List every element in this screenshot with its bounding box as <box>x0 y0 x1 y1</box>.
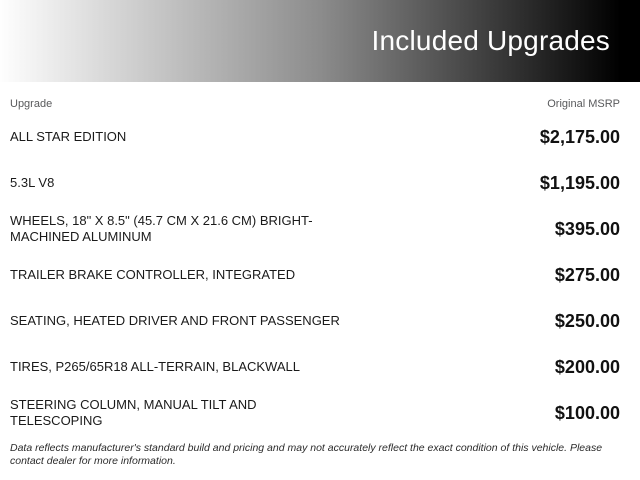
upgrade-label: TRAILER BRAKE CONTROLLER, INTEGRATED <box>10 267 296 282</box>
price-value: $250.00 <box>554 310 620 331</box>
upgrade-label: 5.3L V8 <box>10 175 55 190</box>
table-row <box>10 298 620 344</box>
table-row <box>10 114 620 160</box>
price-value: $2,175.00 <box>539 126 620 147</box>
price-value: $395.00 <box>554 218 620 239</box>
price-value: $275.00 <box>554 264 620 285</box>
upgrade-label: SEATING, HEATED DRIVER AND FRONT PASSENGER <box>10 313 340 328</box>
upgrade-label: STEERING COLUMN, MANUAL TILT AND TELESCOPING <box>10 397 257 428</box>
table-row <box>10 206 620 252</box>
header-banner <box>0 0 640 82</box>
price-value: $1,195.00 <box>539 172 620 193</box>
upgrade-label: ALL STAR EDITION <box>10 129 127 144</box>
table-row <box>10 252 620 298</box>
table-row <box>10 344 620 390</box>
disclaimer-text: Data reflects manufacturer's standard build and pricing and may not accurately reflect the exact condition of this vehicle. Please contact dealer for more information. <box>10 442 603 467</box>
price-value: $100.00 <box>554 402 620 423</box>
page-title: Included Upgrades <box>371 25 610 56</box>
upgrade-label: TIRES, P265/65R18 ALL-TERRAIN, BLACKWALL <box>10 359 300 374</box>
column-header-msrp: Original MSRP <box>547 98 620 110</box>
table-row <box>10 160 620 206</box>
upgrades-table <box>0 82 640 468</box>
table-column-headers <box>10 82 620 114</box>
column-header-upgrade: Upgrade <box>10 98 53 110</box>
table-row <box>10 390 620 436</box>
price-value: $200.00 <box>554 356 620 377</box>
upgrade-label: WHEELS, 18" X 8.5" (45.7 CM X 21.6 CM) BRIGHT-MACHINED ALUMINUM <box>10 213 313 244</box>
